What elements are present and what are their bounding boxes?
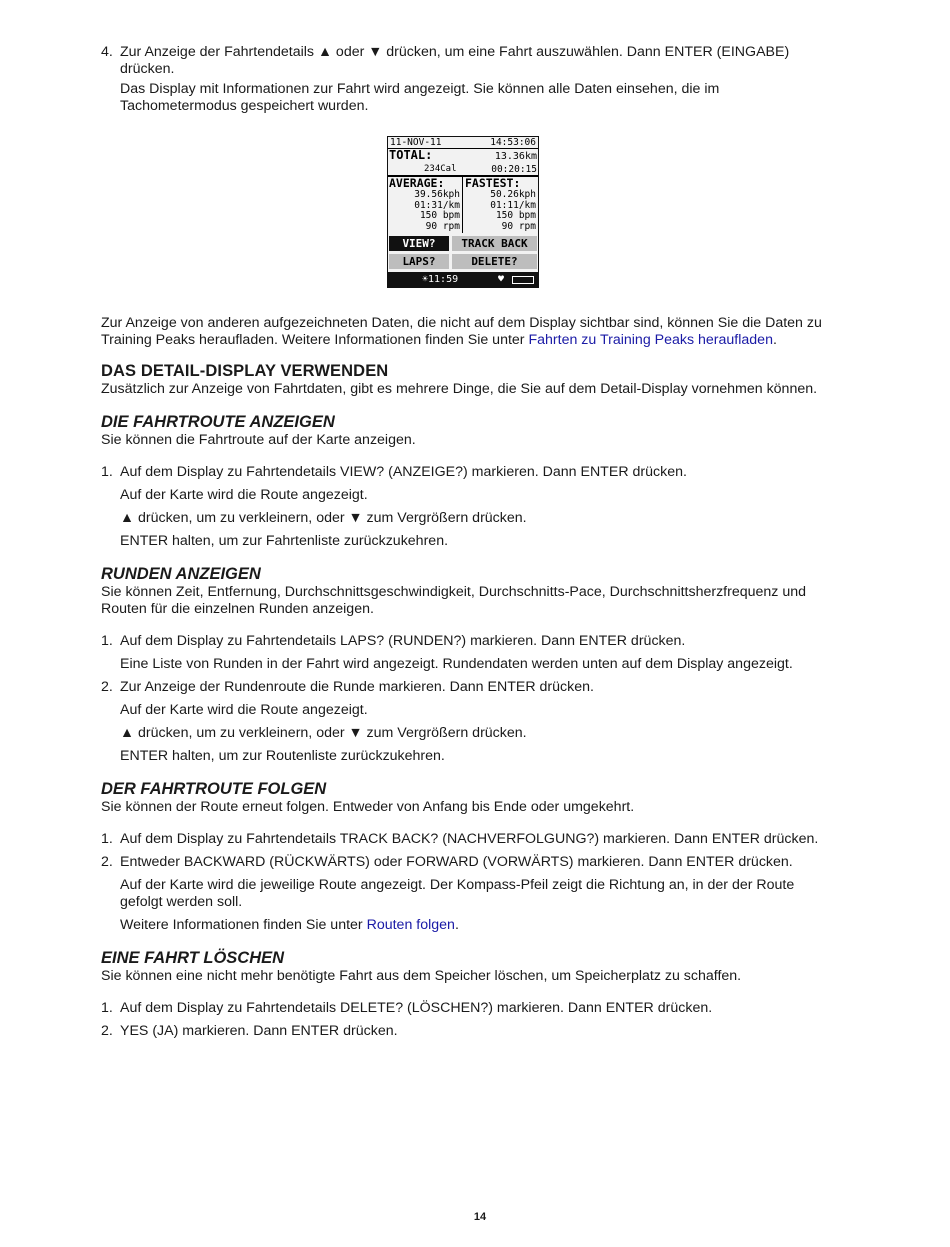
list-subtext-end: . (454, 917, 459, 933)
section-heading: EINE FAHRT LÖSCHEN (101, 949, 285, 967)
device-date: 11-NOV-11 (390, 137, 442, 148)
total-label: TOTAL: (389, 148, 433, 162)
device-menu (388, 236, 538, 270)
list-text: YES (JA) markieren. Dann ENTER drücken. (120, 1023, 398, 1039)
paragraph-text: Zur Anzeige von anderen aufgezeichneten Daten, die nicht auf dem Display sichtbar sind, können Sie die Daten zu Training Peaks heraufladen. Weitere Informationen finden Sie unter (101, 315, 822, 348)
section-heading: DER FAHRTROUTE FOLGEN (101, 780, 327, 798)
page-number: 14 (473, 1211, 487, 1223)
heart-icon: ♥ (498, 274, 505, 285)
training-peaks-link[interactable]: Fahrten zu Training Peaks heraufladen (528, 332, 773, 348)
section-heading: RUNDEN ANZEIGEN (101, 565, 261, 583)
list-subtext: ▲ drücken, um zu verkleinern, oder ▼ zum Vergrößern drücken. (120, 510, 527, 526)
view-option: VIEW? (389, 236, 449, 251)
list-number: 1. (101, 1000, 113, 1016)
list-number: 2. (101, 854, 113, 870)
list-text: Zur Anzeige der Fahrtendetails ▲ oder ▼ drücken, um eine Fahrt auszuwählen. Dann ENTER (EINGABE) drücken. (120, 44, 790, 77)
list-subtext: ▲ drücken, um zu verkleinern, oder ▼ zum Vergrößern drücken. (120, 725, 527, 741)
device-stats (388, 177, 538, 233)
list-item (101, 1000, 836, 1017)
list-number: 1. (101, 633, 113, 649)
section-heading: DIE FAHRTROUTE ANZEIGEN (101, 413, 335, 431)
list-subtext: Auf der Karte wird die jeweilige Route angezeigt. Der Kompass-Pfeil zeigt die Richtung an, in der der Route gefolgt werden soll. (120, 877, 795, 910)
routen-folgen-link[interactable]: Routen folgen (366, 917, 455, 933)
list-subtext: Eine Liste von Runden in der Fahrt wird angezeigt. Rundendaten werden unten auf dem Display angezeigt. (120, 656, 793, 672)
battery-icon (512, 276, 534, 284)
list-subtext: ENTER halten, um zur Routenliste zurückzukehren. (120, 748, 445, 764)
total-calories: 234Cal (424, 164, 457, 174)
list-text: Auf dem Display zu Fahrtendetails LAPS? (RUNDEN?) markieren. Dann ENTER drücken. (120, 633, 686, 649)
fastest-column (464, 177, 538, 233)
list-item (101, 464, 836, 481)
paragraph-end: . (772, 332, 777, 348)
list-subtext-text: Weitere Informationen finden Sie unter (120, 917, 367, 933)
average-column (388, 177, 463, 233)
paragraph: Zusätzlich zur Anzeige von Fahrtdaten, gibt es mehrere Dinge, die Sie auf dem Detail-Display vornehmen können. (101, 381, 818, 397)
paragraph: Sie können der Route erneut folgen. Entweder von Anfang bis Ende oder umgekehrt. (101, 799, 635, 815)
list-subtext (101, 917, 836, 934)
list-item (101, 633, 836, 650)
laps-option: LAPS? (389, 254, 449, 269)
list-subtext: Das Display mit Informationen zur Fahrt wird angezeigt. Sie können alle Daten einsehen, die im Tachometermodus gespeichert wurden. (120, 81, 720, 114)
list-text: Auf dem Display zu Fahrtendetails TRACK BACK? (NACHVERFOLGUNG?) markieren. Dann ENTER drücken. (120, 831, 819, 847)
delete-option: DELETE? (452, 254, 537, 269)
list-item (101, 44, 836, 78)
list-number: 1. (101, 831, 113, 847)
device-display-image (387, 136, 539, 288)
fastest-value: 150 bpm (495, 210, 536, 221)
list-text: Entweder BACKWARD (RÜCKWÄRTS) oder FORWARD (VORWÄRTS) markieren. Dann ENTER drücken. (120, 854, 793, 870)
average-value: 39.56kph (414, 189, 460, 200)
fastest-value: 90 rpm (501, 220, 536, 232)
list-item (101, 1023, 836, 1040)
paragraph: Sie können die Fahrtroute auf der Karte anzeigen. (101, 432, 416, 448)
average-value: 90 rpm (425, 220, 460, 232)
list-text: Auf dem Display zu Fahrtendetails VIEW? (ANZEIGE?) markieren. Dann ENTER drücken. (120, 464, 687, 480)
device-total (388, 149, 538, 177)
total-duration: 00:20:15 (491, 164, 537, 175)
paragraph: Sie können eine nicht mehr benötigte Fahrt aus dem Speicher löschen, um Speicherplatz zu schaffen. (101, 968, 742, 984)
list-subtext: ENTER halten, um zur Fahrtenliste zurückzukehren. (120, 533, 449, 549)
list-number: 2. (101, 679, 113, 695)
list-subtext: Auf der Karte wird die Route angezeigt. (120, 702, 368, 718)
paragraph (101, 315, 836, 349)
average-value: 01:31/km (414, 199, 460, 211)
list-item (101, 854, 836, 871)
device-footer (388, 272, 538, 287)
footer-time: ☀11:59 (422, 274, 459, 285)
device-time: 14:53:06 (490, 137, 536, 148)
list-item (101, 831, 836, 848)
list-number: 2. (101, 1023, 113, 1039)
average-value: 150 bpm (419, 210, 460, 221)
list-number: 4. (101, 44, 113, 60)
fastest-label: FASTEST: (465, 176, 521, 190)
list-subtext: Auf der Karte wird die Route angezeigt. (120, 487, 368, 503)
fastest-value: 01:11/km (490, 199, 536, 211)
list-number: 1. (101, 464, 113, 480)
page-content-lower (101, 315, 836, 1040)
list-item (101, 679, 836, 696)
fastest-value: 50.26kph (490, 189, 536, 200)
list-text: Auf dem Display zu Fahrtendetails DELETE? (LÖSCHEN?) markieren. Dann ENTER drücken. (120, 1000, 713, 1016)
paragraph: Sie können Zeit, Entfernung, Durchschnittsgeschwindigkeit, Durchschnitts-Pace, Durchschnittsherzfrequenz und Routen für die einzelnen Runden anzeigen. (101, 584, 807, 617)
device-screen (387, 136, 539, 288)
page-content (101, 44, 836, 115)
list-text: Zur Anzeige der Rundenroute die Runde markieren. Dann ENTER drücken. (120, 679, 594, 695)
section-heading: DAS DETAIL-DISPLAY VERWENDEN (101, 362, 389, 380)
total-distance: 13.36km (494, 151, 537, 162)
track-back-option: TRACK BACK (452, 236, 537, 251)
average-label: AVERAGE: (389, 176, 445, 190)
